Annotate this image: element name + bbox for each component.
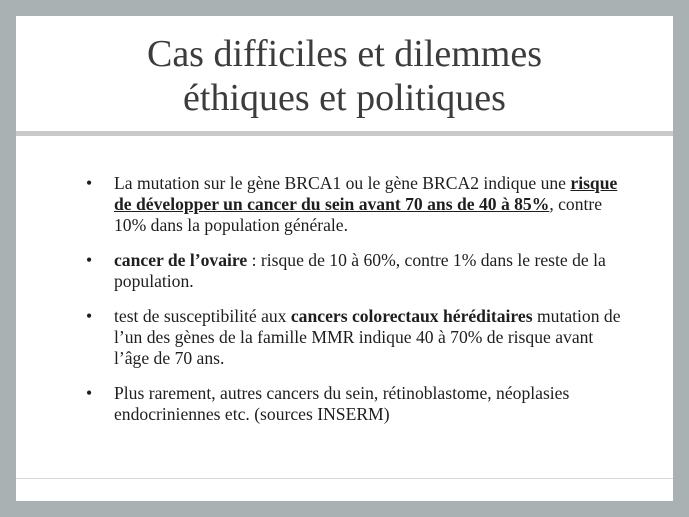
bullet-list bbox=[86, 173, 623, 439]
bullet-item-colorectal bbox=[86, 306, 623, 369]
bullet-dot: • bbox=[86, 250, 93, 270]
bullet-text: : risque de 10 à 60%, contre 1% dans le reste de la population. bbox=[114, 250, 606, 291]
bullet-text: Plus rarement, autres cancers du sein, rétinoblastome, néoplasies endocriniennes etc. (sources INSERM) bbox=[114, 383, 570, 424]
bullet-dot: • bbox=[86, 173, 93, 193]
bullet-emphasis: cancers colorectaux héréditaires bbox=[290, 306, 533, 326]
bullet-text: La mutation sur le gène BRCA1 ou le gène BRCA2 indique une bbox=[114, 173, 571, 193]
bullet-text: test de susceptibilité aux bbox=[114, 306, 291, 326]
bullet-emphasis: risque de développer un cancer du sein avant 70 ans de 40 à 85% bbox=[114, 173, 618, 214]
slide bbox=[16, 16, 673, 501]
title-line-1: Cas difficiles et dilemmes bbox=[146, 33, 543, 75]
slide-title bbox=[16, 32, 673, 120]
bullet-item-autres bbox=[86, 383, 623, 425]
bullet-text: mutation de l’un des gènes de la famille MMR indique 40 à 70% de risque avant l’âge de 70 ans. bbox=[114, 306, 621, 368]
bullet-dot: • bbox=[86, 383, 93, 403]
footer-divider bbox=[16, 478, 673, 479]
bullet-text: , contre 10% dans la population générale. bbox=[114, 194, 603, 235]
bullet-item-ovaire bbox=[86, 250, 623, 292]
title-line-2: éthiques et politiques bbox=[183, 77, 506, 119]
bullet-item-brca bbox=[86, 173, 623, 236]
bullet-emphasis: cancer de l’ovaire bbox=[114, 250, 248, 270]
title-area bbox=[16, 16, 673, 131]
title-divider bbox=[16, 131, 673, 136]
bullet-dot: • bbox=[86, 306, 93, 326]
